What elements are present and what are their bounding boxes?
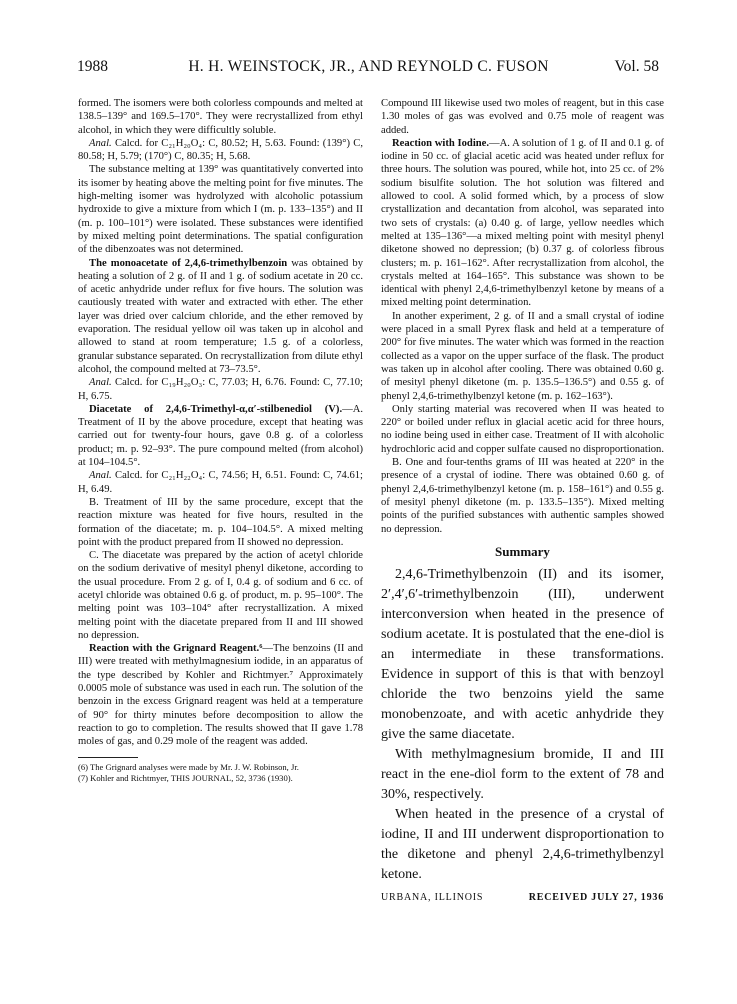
section-text: was obtained by heating a solution of 2 g. of II and 1 g. of sodium acetate in 20 cc. of acetic anhydride under reflux for five hours. The solution was cautiously treated with water and extracted with ether. The ether layer was dried over calcium chloride, and the ether removed by evaporation. The residual yellow oil was taken up in alcohol and allowed to stand at room temperature; 1.5 g. of a colorless, granular substance separated. On recrystallization from dilute ethyl alcohol, the compound melted at 73–73.5°. xyxy=(78,257,364,375)
anal-label: Anal. xyxy=(89,470,112,482)
paragraph: B. Treatment of III by the same procedure, except that the reaction mixture was heated for five hours, resulted in the formation of the diacetate; m. p. 104–104.5°. A mixed melting point with the product prepared from II showed no depression. xyxy=(78,496,363,548)
section-paragraph xyxy=(78,403,363,469)
section-text: —A. A solution of 1 g. of II and 0.1 g. of iodine in 50 cc. of glacial acetic acid was heated under reflux for three hours. The solution was poured, while hot, into 25 cc. of 2% sodium bisulfite solution. The hot solution was filtered and allowed to cool. A solid formed which, by a process of slow crystallization and decantation from alcohol, was separated into two sets of crystals: (a) 0.40 g. of large, yellow needles which melted at 135–136°—a mixed melting point with mesityl phenyl diketone showed no depression; (b) 0.37 g. of colorless fibrous clusters; m. p. 161–162°. After recrystallization from alcohol, the crystals melted at 164–165°. This substance was shown to be identical with phenyl 2,4,6-trimethylbenzyl ketone by means of a mixed melting point determination. xyxy=(381,137,664,309)
analysis-text: Calcd. for C₂₁H₂₂O₄: C, 74.56; H, 6.51. Found: C, 74.61; H, 6.49. xyxy=(78,470,363,495)
section-text: —The benzoins (II and III) were treated with methylmagnesium iodide, in an apparatus of the type described by Kohler and Richtmyer.⁷ Approximately 0.0005 mole of substance was used in each run. The solution of the benzoin in the excess Grignard reagent was held at a temperature of 90° for thirty minutes before decomposition to allow the reaction to go to completion. The results showed that II gave 1.78 moles of gas, and 0.29 mole of the reagent was added. xyxy=(78,643,363,748)
left-column xyxy=(78,97,363,784)
paragraph: The substance melting at 139° was quantitatively converted into its isomer by heating above the melting point for five minutes. The high-melting isomer was hydrolyzed with alcoholic potassium hydroxide to give a mixture from which I (m. p. 133–135°) and II (m. p. 100–101°) were isolated. These substances were identified by mixed melting point determinations. The spatial configuration of the dibenzoates was not determined. xyxy=(78,164,363,256)
paragraph: Only starting material was recovered when II was heated to 220° or boiled under reflux in glacial acetic acid for three hours, no iodine being used in either case. Treatment of II with alcoholic hydrochloric acid and copper sulfate caused no disproportionation. xyxy=(381,403,665,455)
analysis-text: Calcd. for C₂₁H₂₀O₄: C, 80.52; H, 5.63. Found: (139°) C, 80.58; H, 5.79; (170°) C, 80.35; H, 5.68. xyxy=(78,137,363,163)
summary-paragraph: When heated in the presence of a crystal of iodine, II and III underwent disproportionation to the diketone and phenyl 2,4,6-trimethylbenzyl ketone. xyxy=(381,807,664,883)
signature-line xyxy=(381,891,664,904)
paragraph: Compound III likewise used two moles of reagent, but in this case 1.30 moles of gas was evolved and 0.75 mole of reagent was added. xyxy=(381,98,664,136)
section-paragraph xyxy=(78,642,363,748)
section-text: —A. Treatment of II by the above procedure, except that heating was carried out for twenty-four hours, gave 0.8 g. of a colorless product; m. p. 92–93°. The pure compound melted (from alcohol) at 104–104.5°. xyxy=(78,403,363,469)
received-date: RECEIVED JULY 27, 1936 xyxy=(528,892,664,904)
section-paragraph xyxy=(78,257,363,377)
volume-label: Vol. 58 xyxy=(614,58,659,75)
running-title: H. H. WEINSTOCK, JR., AND REYNOLD C. FUSON xyxy=(188,58,549,75)
anal-label: Anal. xyxy=(89,377,112,389)
footnote-7: (7) Kohler and Richtmyer, THIS JOURNAL, 52, 3736 (1930). xyxy=(78,772,293,783)
section-heading: The monoacetate of 2,4,6-trimethylbenzoin xyxy=(89,257,288,269)
footnote-divider xyxy=(78,757,138,758)
analysis-paragraph xyxy=(78,137,363,164)
section-heading: Diacetate of 2,4,6-Trimethyl-α,α′-stilbenediol (V). xyxy=(89,403,343,415)
summary-paragraph: 2,4,6-Trimethylbenzoin (II) and its isomer, 2′,4′,6′-trimethylbenzoin (III), underwent interconversion when heated in the presence of sodium acetate. It is postulated that the ene-diol is an intermediate in these transformations. Evidence in support of this is that with benzoyl chloride the two benzoins yield the same monobenzoate, and with acetic anhydride they give the same diacetate. xyxy=(381,567,664,743)
analysis-paragraph xyxy=(78,469,363,496)
analysis-paragraph xyxy=(78,376,363,403)
summary-section xyxy=(381,565,664,885)
page-header xyxy=(0,0,737,80)
analysis-text: Calcd. for C₁₉H₂₀O₃: C, 77.03; H, 6.76. Found: C, 77.10; H, 6.75. xyxy=(78,377,363,402)
page-number: 1988 xyxy=(77,58,108,75)
section-heading: Reaction with the Grignard Reagent.⁶ xyxy=(89,643,263,655)
right-column xyxy=(381,97,664,904)
section-heading: Reaction with Iodine. xyxy=(392,137,490,149)
footnote-6: (6) The Grignard analyses were made by Mr. J. W. Robinson, Jr. xyxy=(78,761,299,772)
section-paragraph xyxy=(381,137,664,310)
summary-paragraph: With methylmagnesium bromide, II and III react in the ene-diol form to the extent of 78 and 30%, respectively. xyxy=(381,747,664,803)
place-label: URBANA, ILLINOIS xyxy=(381,892,484,904)
paragraph: In another experiment, 2 g. of II and a small crystal of iodine were placed in a small Pyrex flask and held at a temperature of 200° for five minutes. The water which was formed in the reaction collected as a vapor on the upper surface of the flask. The product was taken up in alcohol after cooling. There was obtained 0.60 g. of mesityl phenyl diketone (m. p. 135.5–136.5°) and 0.55 g. of phenyl 2,4,6-trimethylbenzyl ketone (m. p. 162–163°). xyxy=(381,310,664,402)
paragraph: formed. The isomers were both colorless compounds and melted at 138.5–139° and 169.5–170°. They were recrystallized from ethyl alcohol, in which they were difficultly soluble. xyxy=(78,98,363,136)
paragraph: C. The diacetate was prepared by the action of acetyl chloride on the sodium derivative of mesityl phenyl diketone, according to the usual procedure. From 2 g. of I, 0.4 g. of sodium and 6 cc. of acetyl chloride was obtained 0.6 g. of product, m. p. 95–100°. The melting point was 103–104° after recrystallization. A mixed melting point with the diacetate prepared from II and III showed no depression. xyxy=(78,550,363,641)
summary-heading: Summary xyxy=(495,543,550,559)
anal-label: Anal. xyxy=(89,137,112,149)
paragraph: B. One and four-tenths grams of III was heated at 220° in the presence of a crystal of iodine. There was obtained 0.60 g. of phenyl 2,4,6-trimethylbenzyl ketone (m. p. 158–161°) and 0.55 g. of mesityl phenyl diketone (m. p. 133.5–135°). Mixed melting points of the purified substances with authentic samples showed no depression. xyxy=(381,457,664,535)
